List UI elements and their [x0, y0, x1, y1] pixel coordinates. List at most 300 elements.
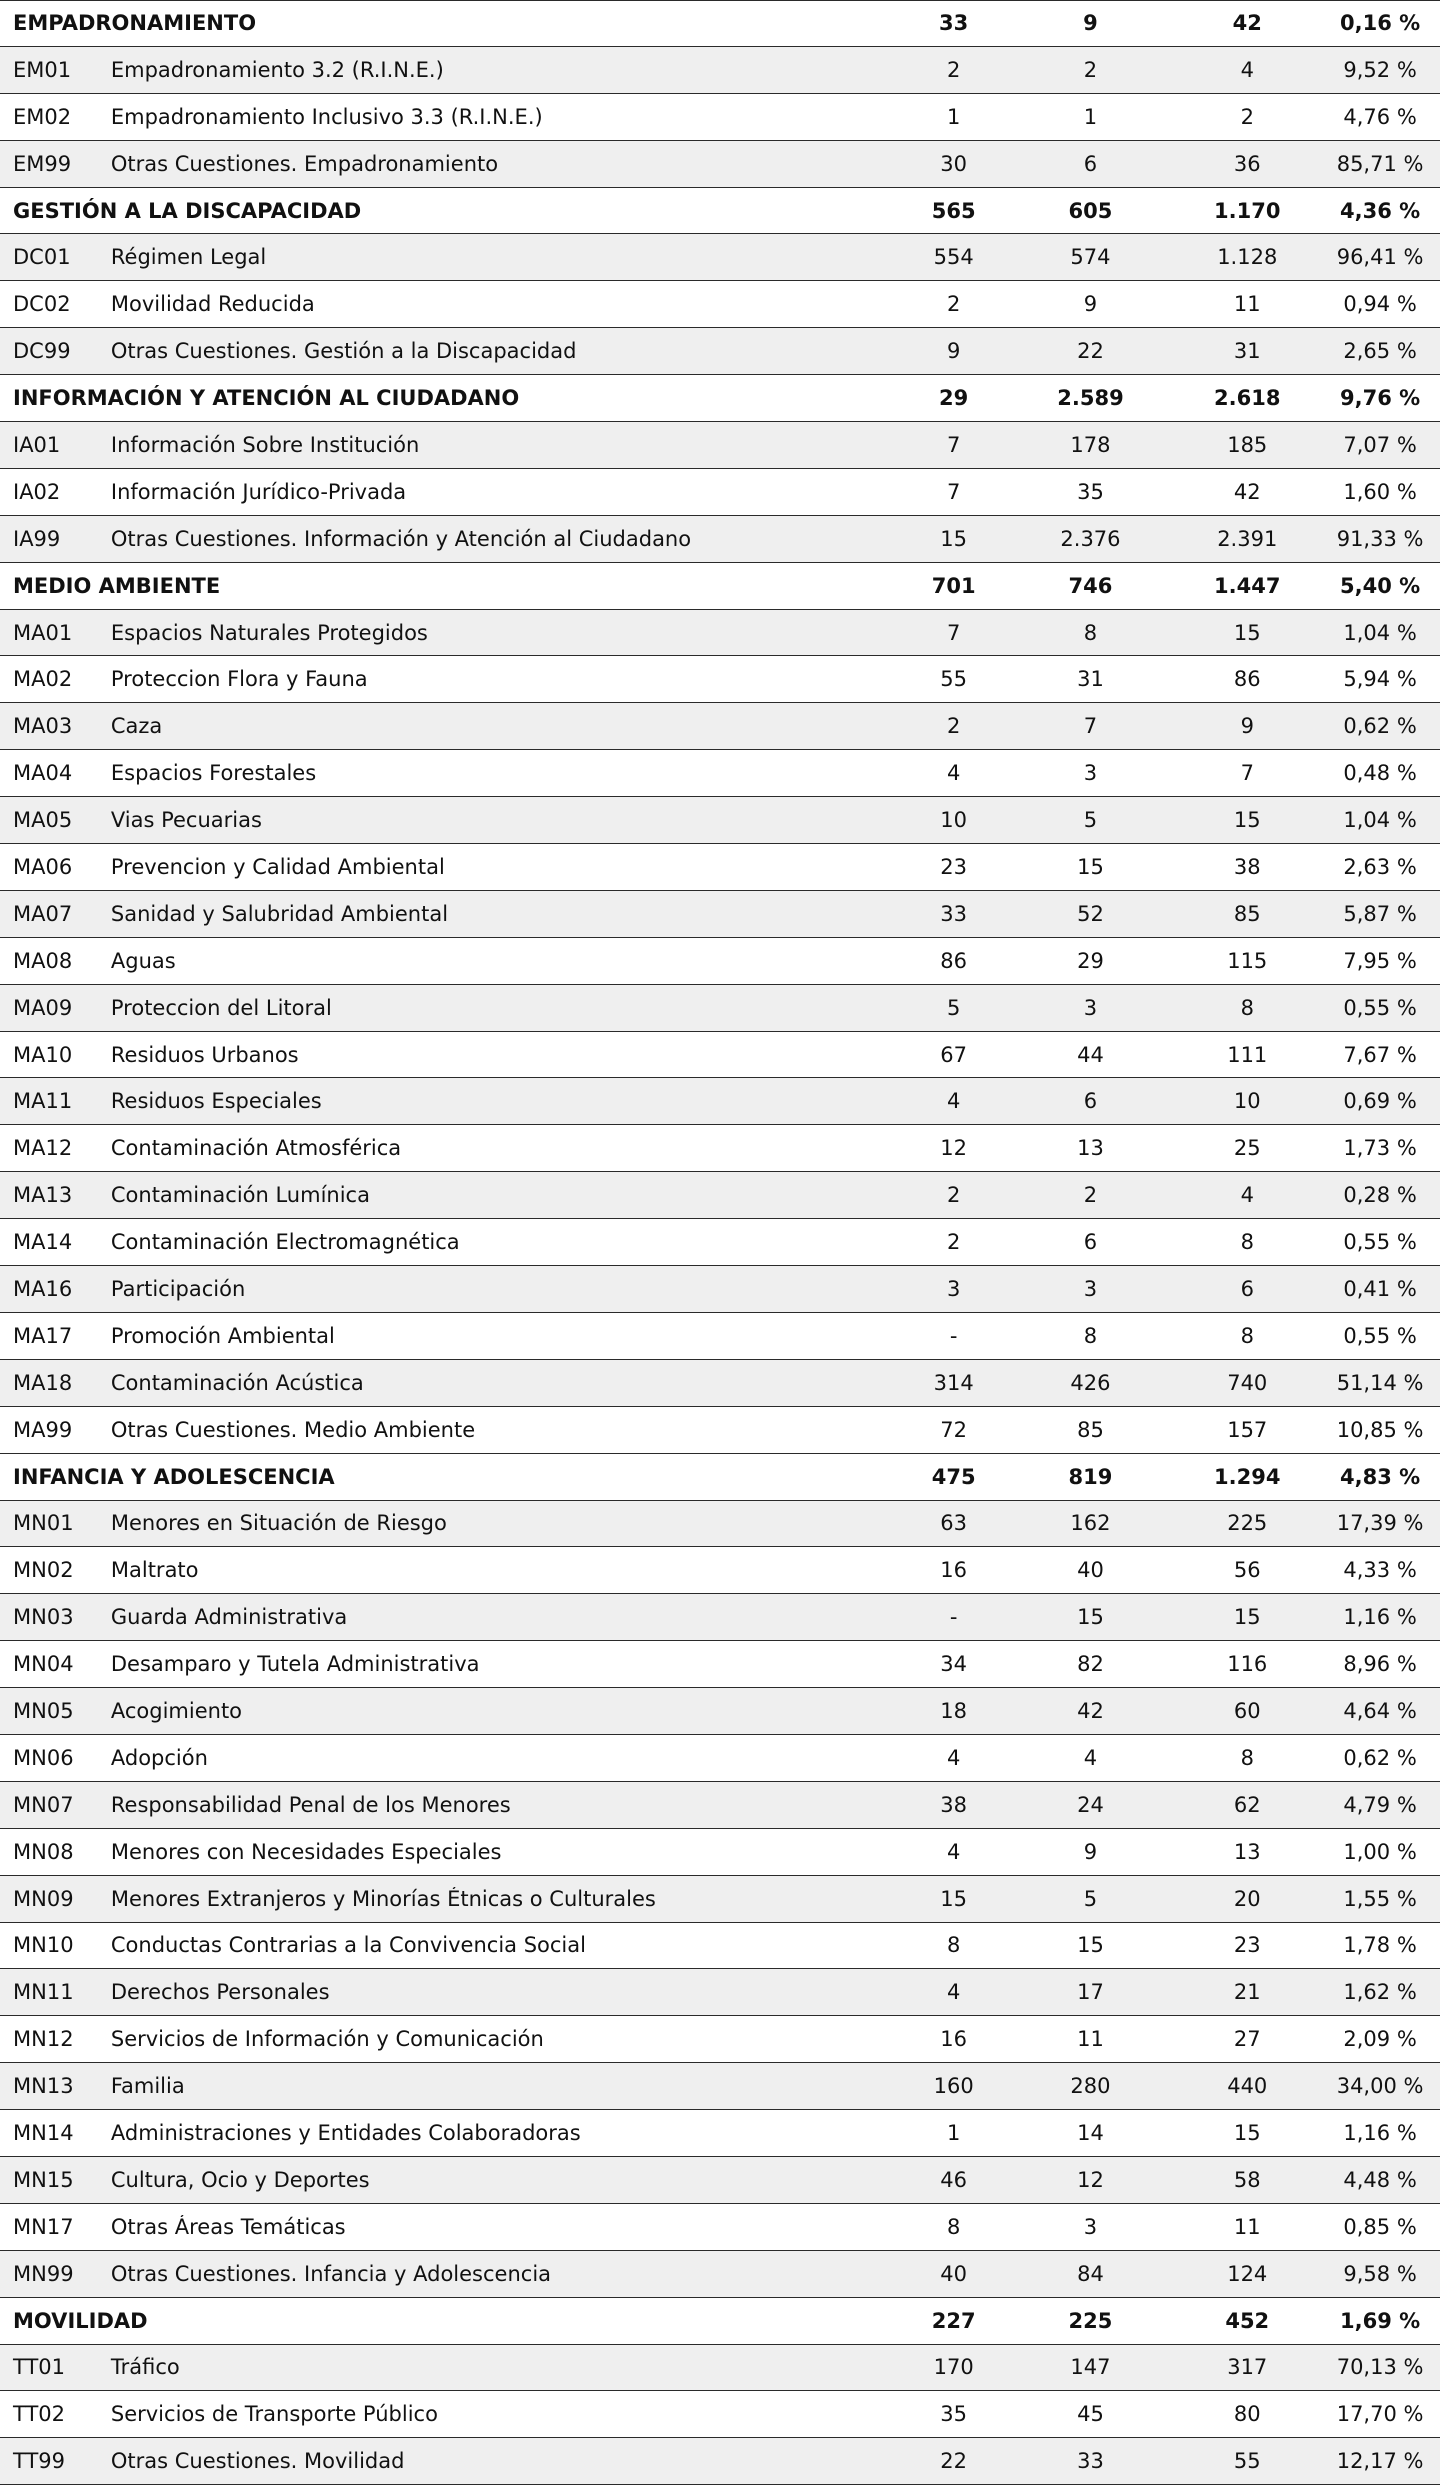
- value-col-2: 14: [1077, 2121, 1104, 2146]
- value-total: 31: [1233, 339, 1261, 364]
- value-total: 20: [1233, 1886, 1261, 1911]
- value-col-2: 9: [1083, 1839, 1098, 1864]
- value-col-1: 72: [940, 1417, 968, 1442]
- value-total: 8: [1240, 995, 1254, 1020]
- value-col-1: 29: [939, 386, 969, 411]
- value-percent: 4,76 %: [1343, 104, 1417, 129]
- row-description: Servicios de Información y Comunicación: [110, 2027, 544, 2052]
- value-total: 15: [1233, 2121, 1261, 2146]
- value-col-1: -: [949, 1605, 958, 1630]
- value-total: 36: [1233, 151, 1261, 176]
- row-description: Movilidad Reducida: [110, 292, 315, 317]
- value-total: 8: [1240, 1230, 1254, 1255]
- value-total: 452: [1225, 2308, 1270, 2333]
- value-total: 9: [1240, 714, 1254, 739]
- value-total: 115: [1227, 948, 1268, 973]
- value-col-2: 15: [1077, 1605, 1104, 1630]
- row-code: MN17: [13, 2214, 74, 2239]
- category-row: [0, 2298, 1440, 2345]
- row-code: DC99: [13, 339, 71, 364]
- value-percent: 34,00 %: [1336, 2074, 1424, 2099]
- value-total: 440: [1227, 2074, 1268, 2099]
- value-col-1: 7: [946, 479, 961, 504]
- value-total: 60: [1233, 1699, 1261, 1723]
- row-description: Promoción Ambiental: [110, 1323, 335, 1348]
- row-description: Desamparo y Tutela Administrativa: [110, 1652, 480, 1677]
- value-total: 23: [1233, 1933, 1261, 1958]
- value-col-1: 2: [946, 714, 961, 739]
- row-description: Otras Cuestiones. Información y Atención al Ciudadano: [110, 526, 692, 551]
- value-col-1: 9: [946, 339, 961, 364]
- value-col-2: 84: [1077, 2261, 1104, 2286]
- value-percent: 1,60 %: [1343, 479, 1417, 504]
- table-row: [0, 1923, 1440, 1970]
- table-row: [0, 1735, 1440, 1782]
- value-col-2: 44: [1077, 1042, 1104, 1067]
- row-description: Otras Cuestiones. Movilidad: [110, 2449, 405, 2474]
- row-code: MN12: [13, 2027, 74, 2052]
- value-col-1: 8: [946, 1933, 961, 1958]
- value-percent: 0,16 %: [1340, 11, 1421, 36]
- row-code: MN01: [13, 1511, 74, 1536]
- row-description: Administraciones y Entidades Colaboradoras: [110, 2121, 581, 2146]
- row-description: Información Sobre Institución: [110, 432, 420, 457]
- category-row: [0, 563, 1440, 610]
- value-total: 15: [1233, 620, 1261, 645]
- value-col-1: 2: [946, 57, 961, 82]
- row-description: Familia: [110, 2074, 185, 2099]
- value-percent: 1,73 %: [1343, 1136, 1417, 1161]
- value-col-1: 16: [940, 1558, 968, 1583]
- value-percent: 1,04 %: [1343, 620, 1417, 645]
- value-col-1: 554: [933, 245, 974, 270]
- row-code: MA02: [13, 667, 73, 692]
- row-code: MN15: [13, 2167, 74, 2192]
- value-total: 13: [1233, 1839, 1261, 1864]
- value-percent: 5,40 %: [1340, 573, 1421, 598]
- value-percent: 0,85 %: [1343, 2214, 1417, 2239]
- row-code: TT02: [13, 2402, 66, 2427]
- table-row: [0, 1829, 1440, 1876]
- row-code: MA99: [13, 1417, 73, 1442]
- value-col-1: 38: [940, 1792, 968, 1817]
- value-total: 2.391: [1217, 526, 1278, 551]
- value-col-2: 3: [1083, 995, 1098, 1020]
- value-percent: 91,33 %: [1336, 526, 1424, 551]
- row-code: MN04: [13, 1652, 74, 1677]
- row-description: Otras Cuestiones. Gestión a la Discapacidad: [110, 339, 577, 364]
- value-total: 25: [1233, 1136, 1261, 1161]
- value-percent: 4,83 %: [1340, 1464, 1421, 1489]
- table-row: [0, 1360, 1440, 1407]
- value-percent: 96,41 %: [1336, 245, 1424, 270]
- value-col-2: 3: [1083, 2214, 1098, 2239]
- table-row: [0, 2063, 1440, 2110]
- value-percent: 8,96 %: [1343, 1652, 1417, 1677]
- row-code: MA07: [13, 901, 73, 926]
- table-row: [0, 1501, 1440, 1548]
- value-col-1: 16: [940, 2027, 968, 2052]
- row-code: MN99: [13, 2261, 74, 2286]
- row-description: Menores con Necesidades Especiales: [110, 1839, 502, 1864]
- value-total: 11: [1233, 2214, 1261, 2239]
- value-total: 38: [1233, 854, 1261, 879]
- value-total: 225: [1227, 1511, 1268, 1536]
- row-code: MN10: [13, 1933, 74, 1958]
- value-percent: 9,76 %: [1340, 386, 1421, 411]
- value-col-1: 5: [946, 995, 961, 1020]
- table-row: [0, 1078, 1440, 1125]
- row-code: DC01: [13, 245, 71, 270]
- row-description: Contaminación Atmosférica: [110, 1136, 402, 1161]
- value-percent: 51,14 %: [1336, 1370, 1424, 1395]
- value-percent: 10,85 %: [1336, 1417, 1424, 1442]
- value-col-2: 11: [1077, 2027, 1104, 2052]
- value-total: 62: [1233, 1792, 1261, 1817]
- row-description: Proteccion Flora y Fauna: [110, 667, 368, 692]
- value-col-2: 605: [1068, 198, 1113, 223]
- row-code: MA13: [13, 1183, 73, 1208]
- row-code: MN02: [13, 1558, 74, 1583]
- value-col-2: 52: [1077, 901, 1104, 926]
- value-total: 27: [1233, 2027, 1261, 2052]
- value-col-2: 2.589: [1057, 386, 1124, 411]
- row-code: TT01: [13, 2355, 66, 2380]
- row-description: Residuos Urbanos: [110, 1042, 299, 1067]
- value-total: 2: [1240, 104, 1254, 129]
- row-description: Otras Cuestiones. Infancia y Adolescencia: [110, 2261, 552, 2286]
- value-col-1: 34: [940, 1652, 968, 1677]
- row-description: Maltrato: [110, 1558, 199, 1583]
- row-description: Otras Áreas Temáticas: [110, 2214, 346, 2239]
- row-code: MA06: [13, 854, 73, 879]
- row-code: MA18: [13, 1370, 73, 1395]
- row-description: Aguas: [110, 948, 176, 973]
- value-total: 11: [1233, 292, 1261, 317]
- row-code: MN05: [13, 1699, 74, 1723]
- value-percent: 0,62 %: [1343, 714, 1417, 739]
- table-row: [0, 1782, 1440, 1829]
- value-col-1: 565: [931, 198, 976, 223]
- value-col-1: 67: [940, 1042, 968, 1067]
- value-percent: 1,16 %: [1343, 2121, 1417, 2146]
- value-col-1: 30: [940, 151, 968, 176]
- value-col-2: 33: [1077, 2449, 1104, 2474]
- table-row: [0, 610, 1440, 657]
- value-total: 1.128: [1217, 245, 1278, 270]
- row-description: Otras Cuestiones. Empadronamiento: [110, 151, 499, 176]
- value-percent: 1,78 %: [1343, 1933, 1417, 1958]
- value-col-2: 426: [1070, 1370, 1111, 1395]
- row-description: Otras Cuestiones. Medio Ambiente: [110, 1417, 476, 1442]
- value-col-2: 31: [1077, 667, 1104, 692]
- value-col-2: 17: [1077, 1980, 1104, 2005]
- value-percent: 0,48 %: [1343, 761, 1417, 786]
- value-percent: 2,63 %: [1343, 854, 1417, 879]
- table-row: [0, 422, 1440, 469]
- row-description: Proteccion del Litoral: [110, 995, 332, 1020]
- row-description: Contaminación Lumínica: [110, 1183, 370, 1208]
- value-col-2: 574: [1070, 245, 1111, 270]
- value-col-2: 22: [1077, 339, 1104, 364]
- table-row: [0, 2251, 1440, 2298]
- value-col-2: 82: [1077, 1652, 1104, 1677]
- table-row: [0, 985, 1440, 1032]
- value-col-1: 4: [946, 1980, 961, 2005]
- value-total: 317: [1227, 2355, 1268, 2380]
- row-code: MN14: [13, 2121, 74, 2146]
- value-col-2: 8: [1083, 620, 1098, 645]
- table-row: [0, 469, 1440, 516]
- value-percent: 7,07 %: [1343, 432, 1417, 457]
- row-description: Empadronamiento Inclusivo 3.3 (R.I.N.E.): [110, 104, 543, 129]
- row-description: Acogimiento: [110, 1699, 243, 1723]
- value-percent: 4,33 %: [1343, 1558, 1417, 1583]
- value-total: 1.294: [1214, 1464, 1281, 1489]
- value-col-2: 15: [1077, 1933, 1104, 1958]
- value-col-2: 6: [1083, 1230, 1098, 1255]
- value-total: 4: [1240, 57, 1254, 82]
- value-total: 80: [1233, 2402, 1261, 2427]
- value-total: 124: [1227, 2261, 1268, 2286]
- value-total: 15: [1233, 1605, 1261, 1630]
- value-total: 157: [1227, 1417, 1268, 1442]
- row-code: MN06: [13, 1745, 74, 1770]
- value-percent: 0,94 %: [1343, 292, 1417, 317]
- row-code: MA01: [13, 620, 73, 645]
- value-col-2: 746: [1068, 573, 1113, 598]
- value-percent: 0,28 %: [1343, 1183, 1417, 1208]
- value-percent: 4,64 %: [1343, 1699, 1417, 1723]
- value-total: 4: [1240, 1183, 1254, 1208]
- table-row: [0, 234, 1440, 281]
- value-percent: 1,55 %: [1343, 1886, 1417, 1911]
- row-code: TT99: [13, 2449, 66, 2474]
- value-col-2: 85: [1077, 1417, 1104, 1442]
- value-total: 86: [1233, 667, 1261, 692]
- value-col-1: 10: [940, 808, 968, 833]
- row-description: Información Jurídico-Privada: [110, 479, 407, 504]
- table-row: [0, 750, 1440, 797]
- value-col-1: 170: [933, 2355, 974, 2380]
- value-col-1: 4: [946, 1839, 961, 1864]
- row-description: Contaminación Electromagnética: [110, 1230, 460, 1255]
- value-col-1: 86: [940, 948, 968, 973]
- value-col-1: 7: [946, 620, 961, 645]
- table-row: [0, 1547, 1440, 1594]
- value-percent: 1,00 %: [1343, 1839, 1417, 1864]
- table-row: [0, 2391, 1440, 2438]
- value-col-2: 6: [1083, 151, 1098, 176]
- value-col-1: 55: [940, 667, 968, 692]
- row-code: EM99: [13, 151, 72, 176]
- value-total: 1.447: [1214, 573, 1281, 598]
- value-col-2: 13: [1077, 1136, 1104, 1161]
- row-code: MA12: [13, 1136, 73, 1161]
- row-description: Cultura, Ocio y Deportes: [110, 2167, 370, 2192]
- value-col-2: 24: [1077, 1792, 1104, 1817]
- value-col-1: 3: [946, 1276, 961, 1301]
- value-percent: 4,79 %: [1343, 1792, 1417, 1817]
- category-name: EMPADRONAMIENTO: [13, 11, 257, 36]
- row-code: MA03: [13, 714, 73, 739]
- value-percent: 85,71 %: [1336, 151, 1424, 176]
- row-code: MA17: [13, 1323, 73, 1348]
- value-total: 2.618: [1214, 386, 1281, 411]
- value-col-2: 42: [1077, 1699, 1104, 1723]
- value-col-1: 15: [940, 1886, 968, 1911]
- value-col-2: 3: [1083, 1276, 1098, 1301]
- row-description: Responsabilidad Penal de los Menores: [110, 1792, 511, 1817]
- value-col-2: 5: [1083, 1886, 1098, 1911]
- category-name: INFANCIA Y ADOLESCENCIA: [13, 1464, 335, 1489]
- value-col-2: 2: [1083, 57, 1098, 82]
- row-code: MA11: [13, 1089, 73, 1114]
- row-description: Sanidad y Salubridad Ambiental: [110, 901, 449, 926]
- value-col-1: 22: [940, 2449, 968, 2474]
- value-percent: 2,65 %: [1343, 339, 1417, 364]
- value-total: 55: [1233, 2449, 1261, 2474]
- value-percent: 0,55 %: [1343, 1230, 1417, 1255]
- value-col-1: 33: [940, 901, 968, 926]
- table-row: [0, 47, 1440, 94]
- value-total: 8: [1240, 1745, 1254, 1770]
- table-row: [0, 703, 1440, 750]
- value-col-2: 4: [1083, 1745, 1098, 1770]
- value-total: 42: [1232, 11, 1262, 36]
- value-percent: 7,67 %: [1343, 1042, 1417, 1067]
- row-code: MN08: [13, 1839, 74, 1864]
- value-col-1: 23: [940, 854, 968, 879]
- value-percent: 12,17 %: [1336, 2449, 1424, 2474]
- row-code: MN09: [13, 1886, 74, 1911]
- row-code: MN13: [13, 2074, 74, 2099]
- row-description: Adopción: [110, 1745, 208, 1770]
- value-col-1: 160: [933, 2074, 974, 2099]
- value-col-1: 7: [946, 432, 961, 457]
- row-description: Prevencion y Calidad Ambiental: [110, 854, 445, 879]
- value-col-1: 2: [946, 1183, 961, 1208]
- table-row: [0, 1641, 1440, 1688]
- row-code: IA02: [13, 479, 61, 504]
- value-col-1: 12: [940, 1136, 968, 1161]
- row-code: IA01: [13, 432, 61, 457]
- table-row: [0, 656, 1440, 703]
- row-description: Vias Pecuarias: [110, 808, 262, 833]
- value-col-1: 2: [946, 292, 961, 317]
- row-code: IA99: [13, 526, 61, 551]
- value-col-2: 2.376: [1060, 526, 1121, 551]
- table-row: [0, 891, 1440, 938]
- row-description: Servicios de Transporte Público: [110, 2402, 438, 2427]
- value-percent: 9,52 %: [1343, 57, 1417, 82]
- value-percent: 7,95 %: [1343, 948, 1417, 973]
- table-row: [0, 1407, 1440, 1454]
- value-col-1: 701: [931, 573, 976, 598]
- value-col-2: 5: [1083, 808, 1098, 833]
- value-total: 740: [1227, 1370, 1268, 1395]
- value-percent: 17,70 %: [1336, 2402, 1424, 2427]
- value-col-1: 2: [946, 1230, 961, 1255]
- value-col-2: 7: [1083, 714, 1098, 739]
- value-total: 6: [1240, 1276, 1254, 1301]
- value-col-2: 162: [1070, 1511, 1111, 1536]
- row-description: Residuos Especiales: [110, 1089, 322, 1114]
- row-code: MA05: [13, 808, 73, 833]
- table-row: [0, 94, 1440, 141]
- value-col-2: 178: [1070, 432, 1111, 457]
- value-col-1: 8: [946, 2214, 961, 2239]
- value-col-1: -: [949, 1323, 958, 1348]
- row-description: Menores Extranjeros y Minorías Étnicas o Culturales: [110, 1886, 656, 1911]
- value-col-1: 4: [946, 761, 961, 786]
- value-percent: 1,04 %: [1343, 808, 1417, 833]
- table-row: [0, 141, 1440, 188]
- table-row: [0, 1594, 1440, 1641]
- value-col-2: 40: [1077, 1558, 1104, 1583]
- value-col-2: 280: [1070, 2074, 1111, 2099]
- row-code: MA04: [13, 761, 73, 786]
- value-percent: 9,58 %: [1343, 2261, 1417, 2286]
- value-col-2: 1: [1083, 104, 1098, 129]
- category-name: MOVILIDAD: [13, 2308, 148, 2333]
- table-row: [0, 1219, 1440, 1266]
- value-col-2: 15: [1077, 854, 1104, 879]
- table-row: [0, 516, 1440, 563]
- value-total: 1.170: [1214, 198, 1281, 223]
- value-total: 58: [1233, 2167, 1261, 2192]
- value-col-1: 314: [933, 1370, 974, 1395]
- value-total: 8: [1240, 1323, 1254, 1348]
- table-row: [0, 2016, 1440, 2063]
- row-description: Espacios Naturales Protegidos: [110, 620, 428, 645]
- value-percent: 0,41 %: [1343, 1276, 1417, 1301]
- table-row: [0, 1172, 1440, 1219]
- table-row: [0, 2157, 1440, 2204]
- value-percent: 0,62 %: [1343, 1745, 1417, 1770]
- row-description: Participación: [110, 1276, 246, 1301]
- value-col-1: 15: [940, 526, 968, 551]
- value-total: 15: [1233, 808, 1261, 833]
- value-total: 111: [1227, 1042, 1268, 1067]
- table-row: [0, 2204, 1440, 2251]
- value-percent: 5,94 %: [1343, 667, 1417, 692]
- value-col-2: 819: [1068, 1464, 1113, 1489]
- table-row: [0, 2345, 1440, 2392]
- row-code: MA14: [13, 1230, 73, 1255]
- table-row: [0, 2438, 1440, 2485]
- value-col-2: 147: [1070, 2355, 1111, 2380]
- value-col-1: 475: [931, 1464, 976, 1489]
- category-name: INFORMACIÓN Y ATENCIÓN AL CIUDADANO: [13, 386, 520, 411]
- row-description: Menores en Situación de Riesgo: [110, 1511, 447, 1536]
- value-col-1: 18: [940, 1699, 968, 1723]
- value-col-2: 45: [1077, 2402, 1104, 2427]
- row-code: DC02: [13, 292, 71, 317]
- category-name: GESTIÓN A LA DISCAPACIDAD: [13, 198, 362, 223]
- value-percent: 0,55 %: [1343, 1323, 1417, 1348]
- row-description: Conductas Contrarias a la Convivencia Social: [110, 1933, 586, 1958]
- value-col-1: 227: [931, 2308, 976, 2333]
- row-code: MN03: [13, 1605, 74, 1630]
- value-percent: 4,36 %: [1340, 198, 1421, 223]
- value-total: 185: [1227, 432, 1268, 457]
- row-description: Contaminación Acústica: [110, 1370, 364, 1395]
- value-col-1: 35: [940, 2402, 968, 2427]
- value-total: 21: [1233, 1980, 1261, 2005]
- value-col-2: 9: [1083, 11, 1098, 36]
- value-col-2: 35: [1077, 479, 1104, 504]
